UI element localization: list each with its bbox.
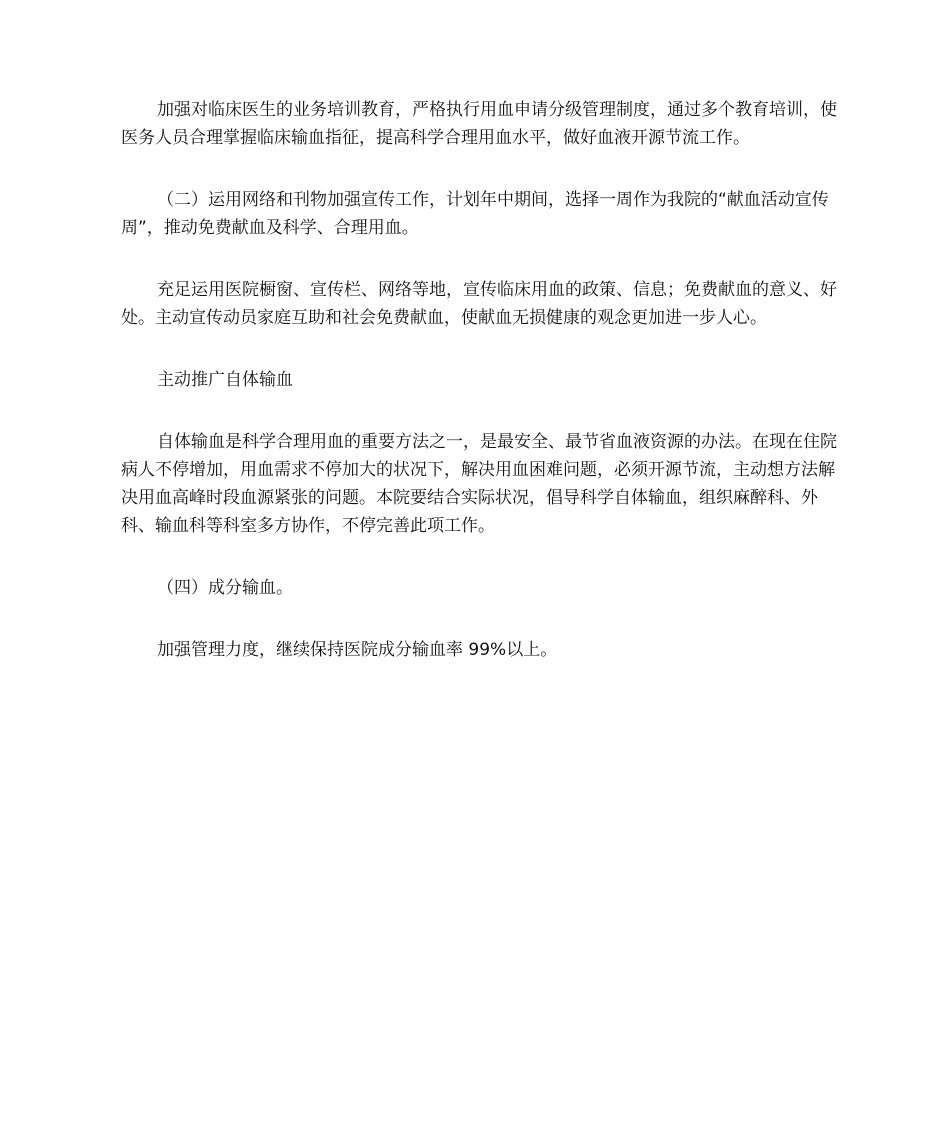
paragraph-autologous-heading: 主动推广自体输血 — [157, 370, 293, 390]
paragraph-spacer — [121, 540, 841, 574]
paragraph-publicity: 充足运用医院橱窗、宣传栏、网络等地，宣传临床用血的政策、信息；免费献血的意义、好处。主动宣传动员家庭互助和社会免费献血，使献血无损健康的观念更加进一步人心。 — [121, 280, 837, 328]
paragraph-section-four-heading: （四）成分输血。 — [157, 578, 293, 598]
paragraph-spacer — [121, 602, 841, 636]
paragraph-component-transfusion: 加强管理力度，继续保持医院成分输血率 99%以上。 — [157, 640, 558, 660]
paragraph-spacer — [121, 242, 841, 276]
paragraph-autologous-body: 自体输血是科学合理用血的重要方法之一，是最安全、最节省血液资源的办法。在现在住院病人不停增加，用血需求不停加大的状况下，解决用血困难问题，必须开源节流，主动想方法解决用血高峰时段血源紧张的问题。本院要结合实际状况，倡导科学自体输血，组织麻醉科、外科、输血科等科室多方协作，不停完善此项工作。 — [121, 432, 837, 536]
paragraph-spacer — [121, 152, 841, 186]
document-body — [121, 96, 841, 664]
paragraph-spacer — [121, 332, 841, 366]
paragraph-section-two-heading: （二）运用网络和刊物加强宣传工作，计划年中期间，选择一周作为我院的“献血活动宣传周”，推动免费献血及科学、合理用血。 — [121, 190, 829, 238]
paragraph-spacer — [121, 394, 841, 428]
paragraph-training: 加强对临床医生的业务培训教育，严格执行用血申请分级管理制度，通过多个教育培训，使医务人员合理掌握临床输血指征，提高科学合理用血水平，做好血液开源节流工作。 — [121, 100, 837, 148]
